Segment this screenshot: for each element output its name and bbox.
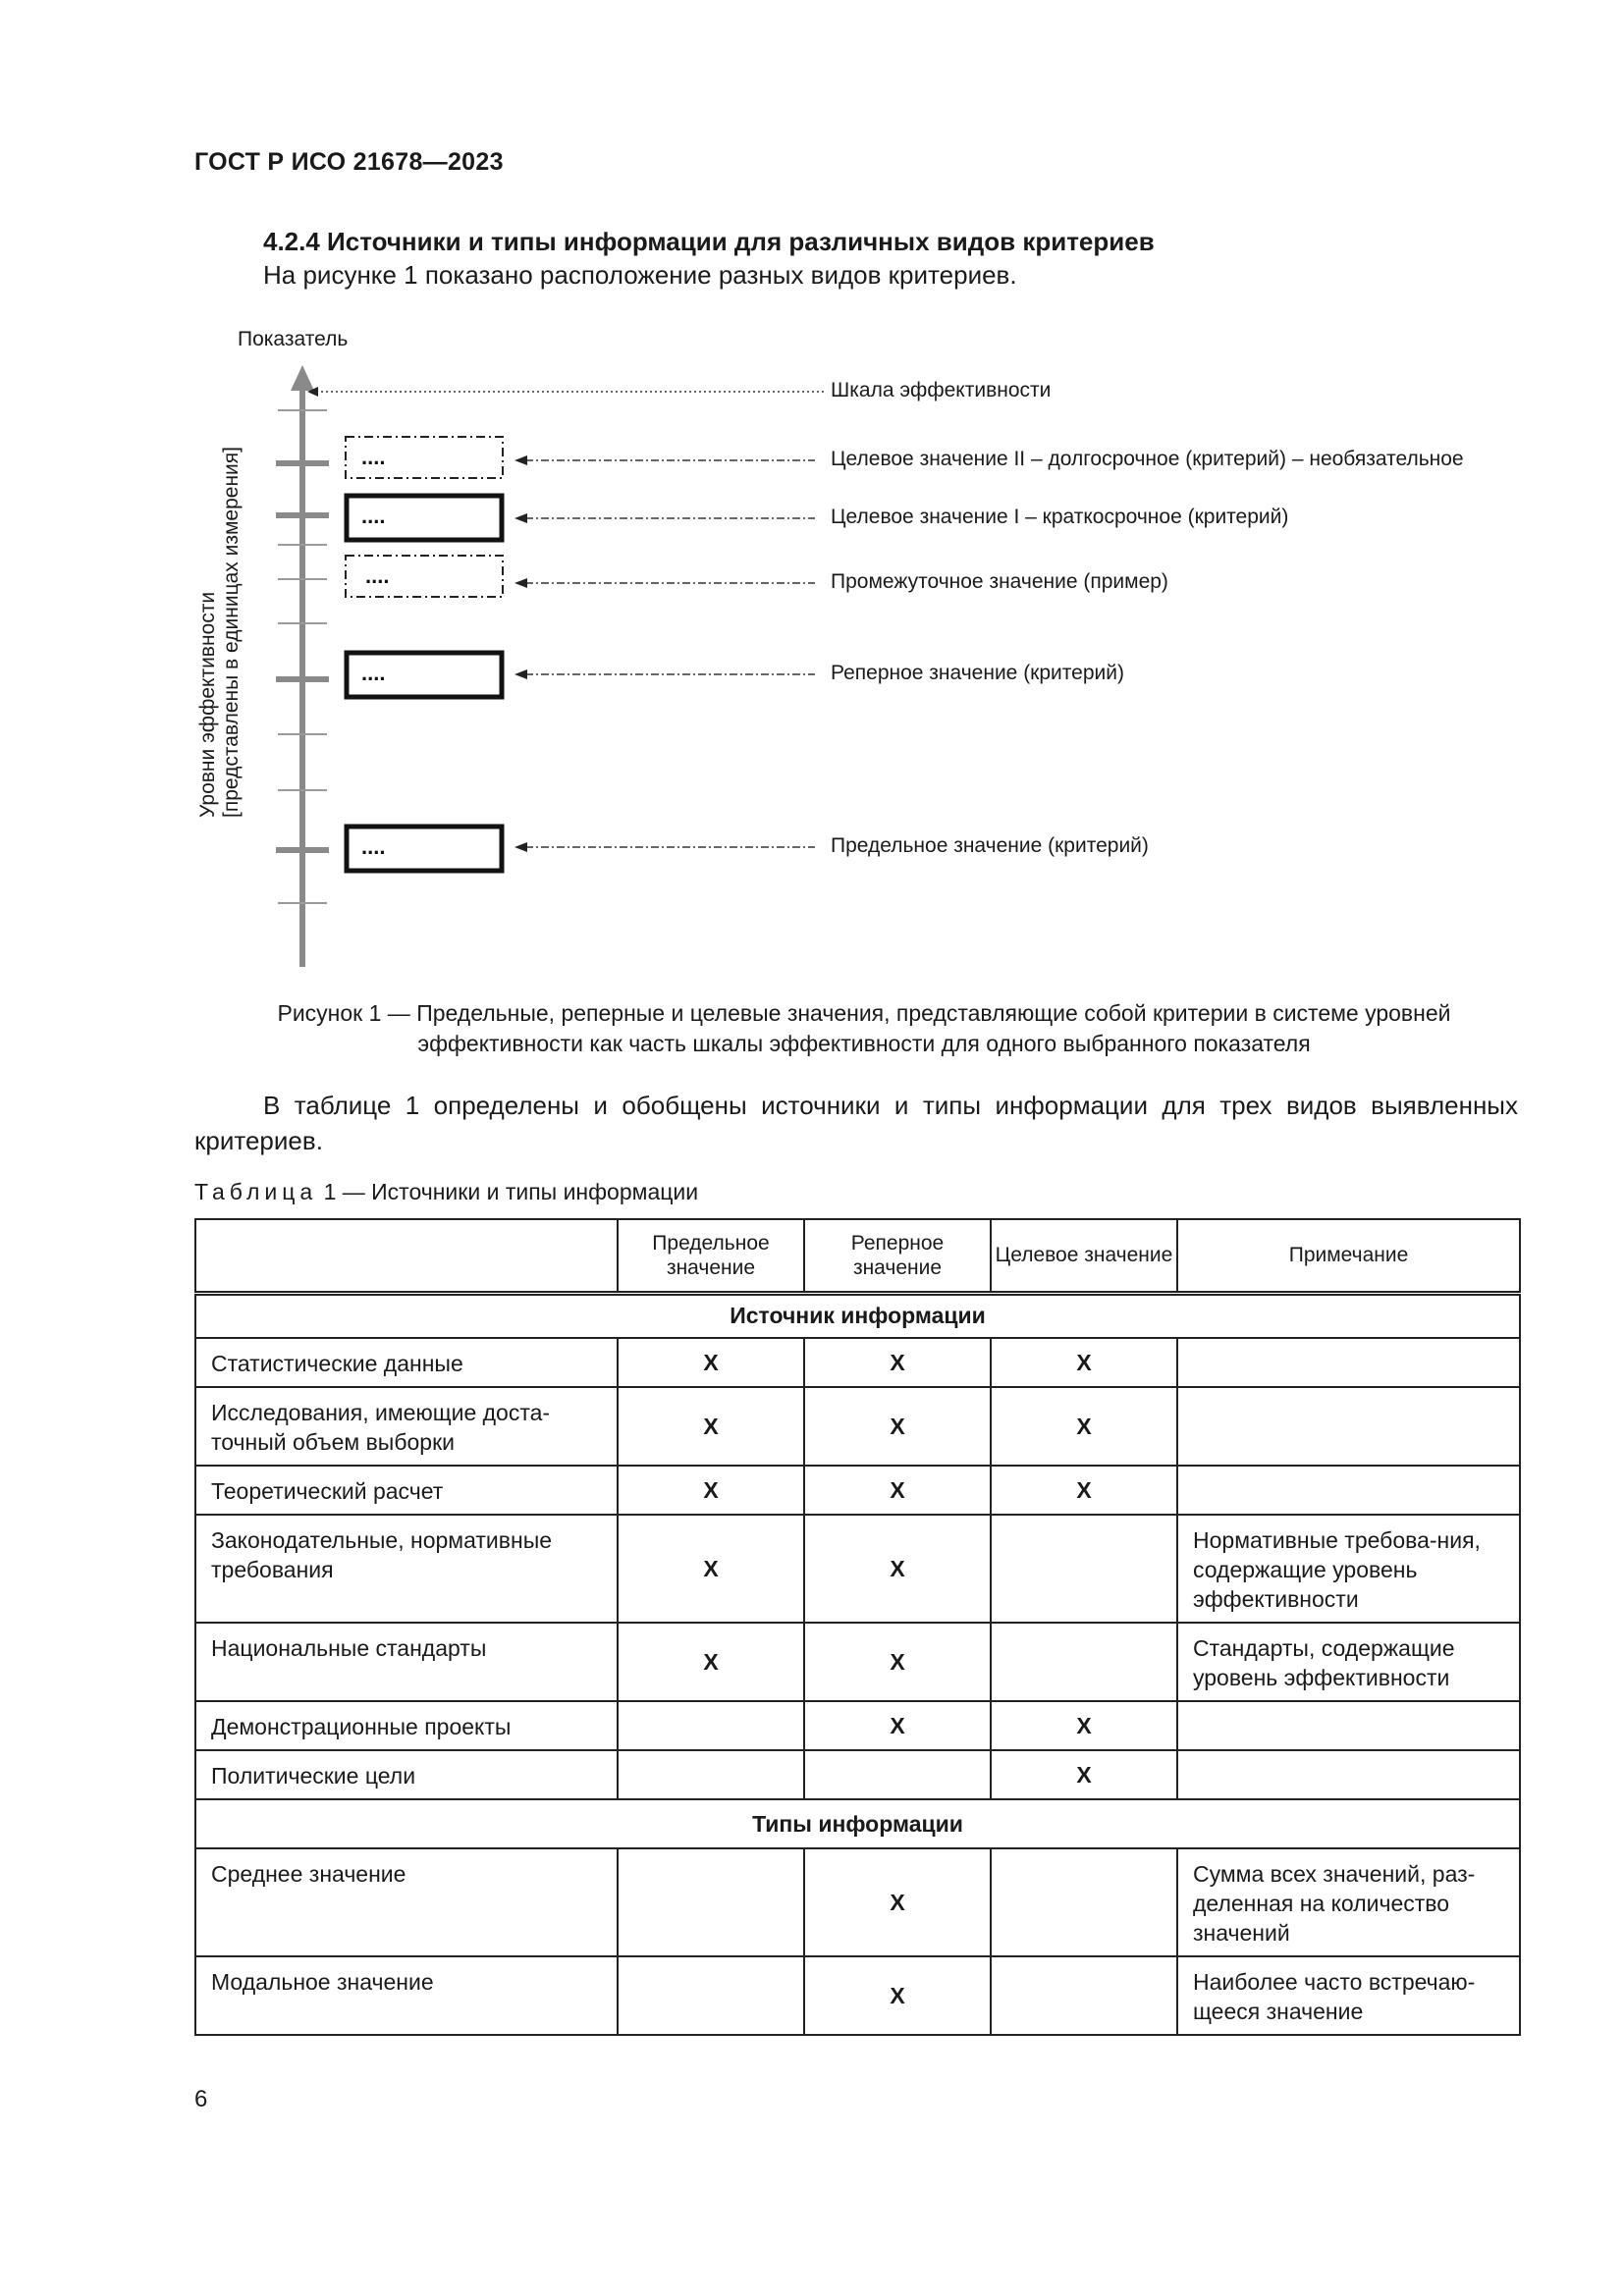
table-row: [195, 1338, 1520, 1387]
table-row: [195, 1387, 1520, 1466]
section-row: [195, 1293, 1520, 1338]
leader-arrowheads: [307, 387, 527, 852]
mark-cell: X: [804, 1848, 991, 1956]
axis-label-line1: Уровни эффективности: [196, 591, 219, 818]
mark-cell: X: [804, 1956, 991, 2035]
mark-cell: X: [991, 1387, 1177, 1466]
table-row: [195, 1623, 1520, 1701]
table-header-row: [195, 1219, 1520, 1293]
body-paragraph: В таблице 1 определены и обобщены источники и типы информации для трех видов выявленных критериев.: [194, 1091, 1518, 1155]
label-target-2: Целевое значение II – долгосрочное (критерий) – необязательное: [831, 448, 1464, 470]
mark-cell-empty: [991, 1623, 1177, 1701]
figure-top-label: Показатель: [238, 328, 349, 350]
mark-cell-empty: [618, 1750, 804, 1799]
header-reference: Реперное значение: [804, 1219, 991, 1293]
mark-cell-empty: [618, 1956, 804, 2035]
header-note: Примечание: [1177, 1219, 1520, 1293]
label-intermediate: Промежуточное значение (пример): [831, 570, 1168, 593]
header-target: Целевое значение: [991, 1219, 1177, 1293]
mark-cell: X: [804, 1623, 991, 1701]
box-text: ....: [361, 504, 386, 528]
mark-cell: X: [804, 1515, 991, 1623]
leader-lines: [316, 392, 827, 847]
mark-cell-empty: [991, 1848, 1177, 1956]
mark-cell: X: [804, 1338, 991, 1387]
axis-label-line2: [представлены в единицах измерения]: [220, 447, 243, 818]
row-note: Нормативные требова-ния, содержащие уровень эффективности: [1177, 1515, 1520, 1623]
row-note: [1177, 1387, 1520, 1466]
row-name: Модальное значение: [195, 1956, 618, 2035]
figure-caption-line1: Рисунок 1 — Предельные, реперные и целевые значения, представляющие собой критерии в системе уровней: [277, 1000, 1451, 1026]
table-title-rest: 1 — Источники и типы информации: [323, 1179, 699, 1204]
label-limit: Предельное значение (критерий): [831, 834, 1149, 857]
mark-cell: X: [804, 1701, 991, 1750]
label-scale: Шкала эффективности: [831, 379, 1052, 401]
figure-caption-line2: эффективности как часть шкалы эффективности для одного выбранного показателя: [417, 1031, 1311, 1056]
table-row: [195, 1848, 1520, 1956]
box-text: ....: [361, 445, 386, 469]
row-name: Законодательные, нормативные требования: [195, 1515, 618, 1623]
header-cell-empty: [195, 1219, 618, 1293]
row-note: Наиболее часто встречаю-щееся значение: [1177, 1956, 1520, 2035]
mark-cell-empty: [991, 1956, 1177, 2035]
section-types: Типы информации: [195, 1799, 1520, 1848]
mark-cell-empty: [804, 1750, 991, 1799]
row-note: [1177, 1466, 1520, 1515]
table-row: [195, 1515, 1520, 1623]
row-name: Среднее значение: [195, 1848, 618, 1956]
mark-cell: X: [804, 1387, 991, 1466]
mark-cell: X: [618, 1515, 804, 1623]
table-row: [195, 1466, 1520, 1515]
label-reference: Реперное значение (критерий): [831, 662, 1124, 684]
box-text: ....: [365, 563, 390, 588]
section-title: 4.2.4 Источники и типы информации для различных видов критериев: [263, 227, 1155, 256]
section-sources: Источник информации: [195, 1293, 1520, 1338]
table-row: [195, 1701, 1520, 1750]
table-row: [195, 1956, 1520, 2035]
mark-cell: X: [618, 1466, 804, 1515]
figure-caption: [196, 998, 1532, 1059]
mark-cell: X: [804, 1466, 991, 1515]
scale-arrowhead: [291, 365, 314, 391]
section-intro: На рисунке 1 показано расположение разных видов критериев.: [263, 260, 1017, 290]
table-title-word: Таблица: [194, 1179, 318, 1204]
row-note: Стандарты, содержащие уровень эффективности: [1177, 1623, 1520, 1701]
page-number: 6: [194, 2086, 208, 2112]
document-code: ГОСТ Р ИСО 21678—2023: [194, 148, 504, 176]
table-row: [195, 1750, 1520, 1799]
row-note: Сумма всех значений, раз-деленная на количество значений: [1177, 1848, 1520, 1956]
row-name: Исследования, имеющие доста-точный объем выборки: [195, 1387, 618, 1466]
row-note: [1177, 1701, 1520, 1750]
table-title: [194, 1179, 698, 1205]
box-text: ....: [361, 661, 386, 685]
row-note: [1177, 1750, 1520, 1799]
mark-cell-empty: [618, 1701, 804, 1750]
row-name: Национальные стандарты: [195, 1623, 618, 1701]
row-name: Теоретический расчет: [195, 1466, 618, 1515]
mark-cell: X: [618, 1623, 804, 1701]
mark-cell-empty: [618, 1848, 804, 1956]
header-limit: Предельное значение: [618, 1219, 804, 1293]
label-target-1: Целевое значение I – краткосрочное (критерий): [831, 506, 1289, 528]
figure-diagram: [0, 0, 1624, 982]
mark-cell: X: [991, 1750, 1177, 1799]
row-name: Политические цели: [195, 1750, 618, 1799]
box-text: ....: [361, 834, 386, 859]
mark-cell: X: [618, 1387, 804, 1466]
row-name: Статистические данные: [195, 1338, 618, 1387]
section-row: [195, 1799, 1520, 1848]
row-name: Демонстрационные проекты: [195, 1701, 618, 1750]
mark-cell: X: [991, 1466, 1177, 1515]
mark-cell: X: [618, 1338, 804, 1387]
mark-cell-empty: [991, 1515, 1177, 1623]
mark-cell: X: [991, 1701, 1177, 1750]
row-note: [1177, 1338, 1520, 1387]
sources-table: [194, 1218, 1521, 2036]
mark-cell: X: [991, 1338, 1177, 1387]
